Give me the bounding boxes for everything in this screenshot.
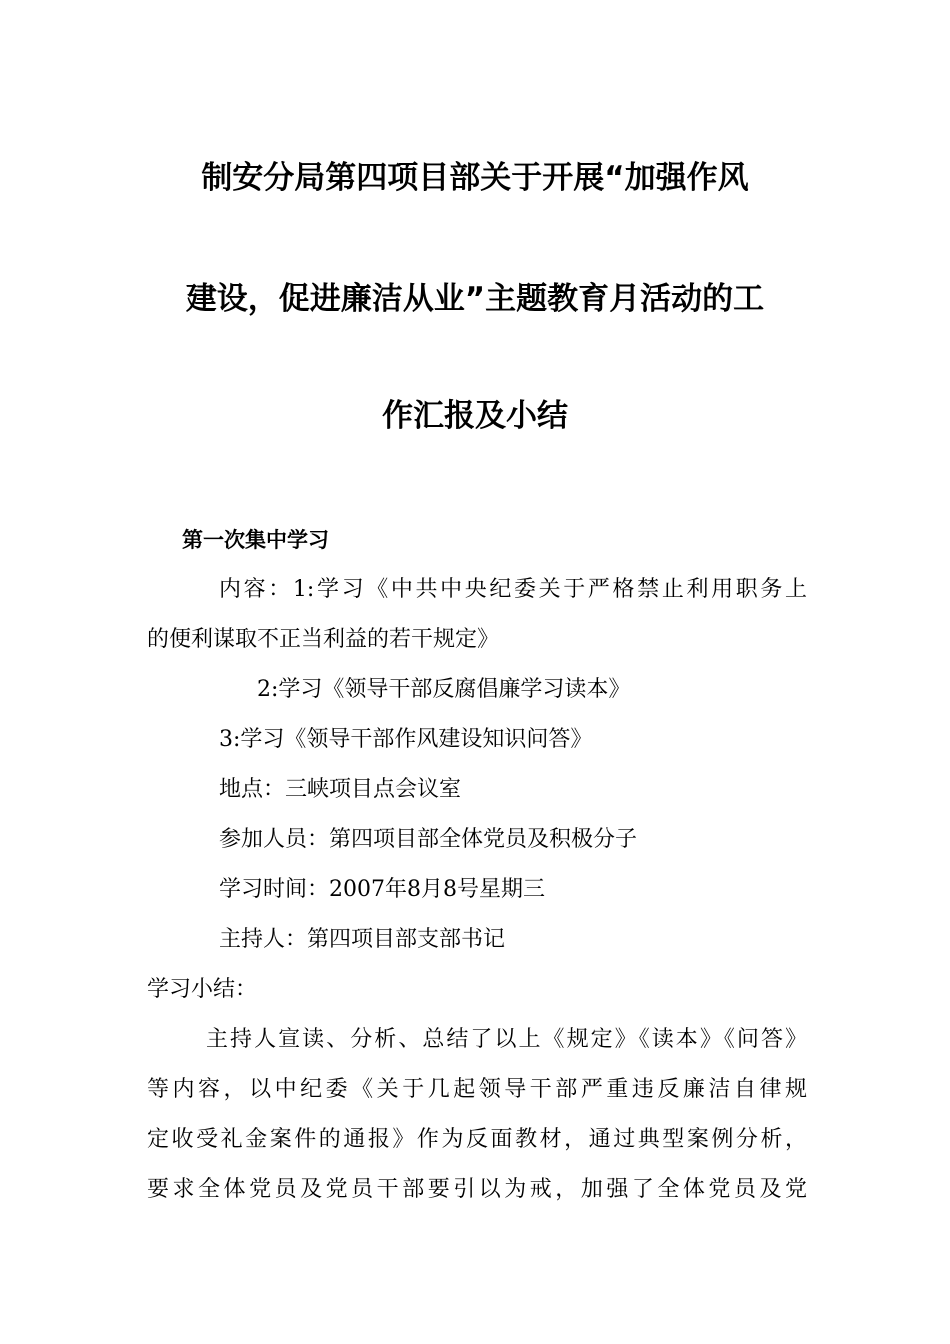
content-item-3: 3:学习《领导干部作风建设知识问答》 bbox=[219, 727, 593, 752]
document-title-line-3: 作汇报及小结 bbox=[382, 398, 568, 434]
document-title-line-1: 制安分局第四项目部关于开展“加强作风 bbox=[201, 160, 749, 196]
study-time-line: 学习时间：2007年8月8号星期三 bbox=[219, 877, 545, 902]
content-line-1-continuation: 的便利谋取不正当利益的若干规定》 bbox=[147, 627, 500, 652]
content-line-1: 内容：1:学习《中共中央纪委关于严格禁止利用职务上 bbox=[219, 577, 807, 602]
summary-label: 学习小结： bbox=[147, 977, 258, 1002]
summary-line: 等内容，以中纪委《关于几起领导干部严重违反廉洁自律规 bbox=[147, 1077, 807, 1102]
summary-line: 要求全体党员及党员干部要引以为戒，加强了全体党员及党 bbox=[147, 1177, 807, 1202]
document-title-line-2: 建设，促进廉洁从业”主题教育月活动的工 bbox=[185, 281, 765, 317]
participants-line: 参加人员：第四项目部全体党员及积极分子 bbox=[219, 827, 638, 852]
content-item-2: 2:学习《领导干部反腐倡廉学习读本》 bbox=[257, 677, 631, 702]
summary-line: 定收受礼金案件的通报》作为反面教材，通过典型案例分析， bbox=[147, 1127, 807, 1152]
summary-line: 主持人宣读、分析、总结了以上《规定》《读本》《问答》 bbox=[206, 1027, 807, 1052]
location-line: 地点：三峡项目点会议室 bbox=[219, 777, 462, 802]
section-heading: 第一次集中学习 bbox=[182, 528, 329, 552]
host-line: 主持人：第四项目部支部书记 bbox=[219, 927, 506, 952]
